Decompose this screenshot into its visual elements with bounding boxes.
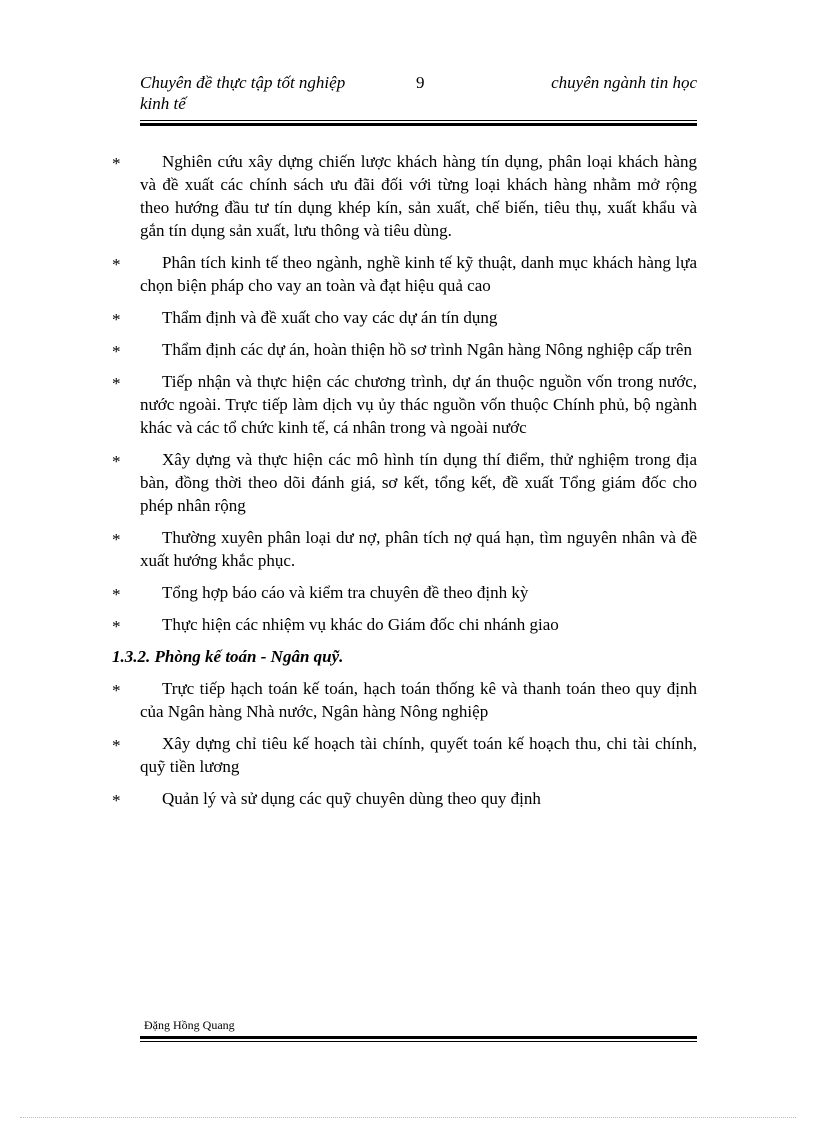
bullet-marker: * — [112, 310, 121, 329]
bullet-marker: * — [112, 374, 121, 393]
footer-divider — [140, 1036, 697, 1042]
list-item-text: Nghiên cứu xây dựng chiến lược khách hàng tín dụng, phân loại khách hàng và đề xuất các chính sách ưu đãi đối với từng loại khách hàng nhằm mở rộng theo hướng đầu tư tín dụng khép kín, sản xuất, chế biến, tiêu thụ, xuất khẩu và gắn tín dụng sản xuất, lưu thông và tiêu dùng. — [140, 152, 697, 240]
list-item-text: Phân tích kinh tế theo ngành, nghề kinh tế kỹ thuật, danh mục khách hàng lựa chọn biện pháp cho vay an toàn và đạt hiệu quả cao — [140, 253, 697, 295]
list-item-text: Thường xuyên phân loại dư nợ, phân tích nợ quá hạn, tìm nguyên nhân và đề xuất hướng khắc phục. — [140, 528, 697, 570]
header-title-line2: kinh tế — [140, 94, 186, 113]
list-item-text: Thẩm định các dự án, hoàn thiện hồ sơ trình Ngân hàng Nông nghiệp cấp trên — [162, 340, 692, 359]
list-item-text: Thẩm định và đề xuất cho vay các dự án tín dụng — [162, 308, 498, 327]
bullet-marker: * — [112, 585, 121, 604]
list-item — [112, 732, 697, 778]
header-title-line1: Chuyên đề thực tập tốt nghiệp — [140, 73, 346, 92]
page-bottom-border — [20, 1117, 796, 1118]
list-item-text: Tiếp nhận và thực hiện các chương trình, dự án thuộc nguồn vốn trong nước, nước ngoài. Trực tiếp làm dịch vụ ủy thác nguồn vốn thuộc Chính phủ, bộ ngành khác và các tổ chức kinh tế, cá nhân trong và ngoài nước — [140, 372, 697, 437]
list-item — [112, 787, 697, 810]
bullet-marker: * — [112, 154, 121, 173]
page-footer — [140, 1018, 697, 1042]
list-item — [112, 613, 697, 636]
bullet-marker: * — [112, 791, 121, 810]
list-item-text: Trực tiếp hạch toán kế toán, hạch toán thống kê và thanh toán theo quy định của Ngân hàng Nhà nước, Ngân hàng Nông nghiệp — [140, 679, 697, 721]
list-item-text: Xây dựng và thực hiện các mô hình tín dụng thí điểm, thử nghiệm trong địa bàn, đồng thời theo dõi đánh giá, sơ kết, tổng kết, đề xuất Tổng giám đốc cho phép nhân rộng — [140, 450, 697, 515]
bullet-marker: * — [112, 736, 121, 755]
list-item — [112, 526, 697, 572]
list-item — [112, 338, 697, 361]
bullet-marker: * — [112, 452, 121, 471]
header-divider — [140, 120, 697, 126]
section-heading: 1.3.2. Phòng kế toán - Ngân quỹ. — [112, 647, 344, 666]
list-item — [112, 581, 697, 604]
bullet-marker: * — [112, 530, 121, 549]
list-item-text: Xây dựng chỉ tiêu kế hoạch tài chính, quyết toán kế hoạch thu, chi tài chính, quỹ tiền lương — [140, 734, 697, 776]
list-item — [112, 306, 697, 329]
list-item-text: Quản lý và sử dụng các quỹ chuyên dùng theo quy định — [162, 789, 541, 808]
header-title — [140, 72, 390, 114]
bullet-marker: * — [112, 681, 121, 700]
list-item — [112, 251, 697, 297]
bullet-marker: * — [112, 255, 121, 274]
list-item-text: Tổng hợp báo cáo và kiểm tra chuyên đề theo định kỳ — [162, 583, 529, 602]
list-item-text: Thực hiện các nhiệm vụ khác do Giám đốc chi nhánh giao — [162, 615, 559, 634]
bullet-marker: * — [112, 342, 121, 361]
page-content — [112, 150, 697, 819]
list-item — [112, 677, 697, 723]
list-item — [112, 448, 697, 517]
list-item — [112, 150, 697, 242]
footer-author: Đặng Hồng Quang — [144, 1018, 235, 1032]
page-number: 9 — [416, 73, 425, 92]
header-subject: chuyên ngành tin học — [551, 73, 697, 92]
page-header — [140, 72, 697, 126]
list-item — [112, 370, 697, 439]
bullet-marker: * — [112, 617, 121, 636]
